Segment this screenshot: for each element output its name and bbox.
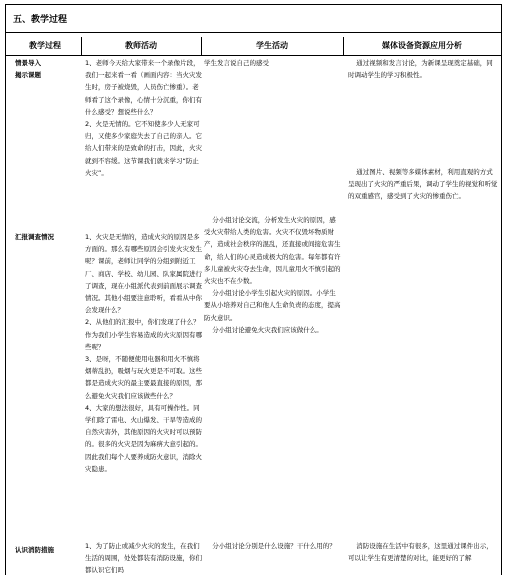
student-activity: 学生发言说自己的感受 bbox=[204, 59, 269, 67]
table-right-border bbox=[501, 4, 502, 575]
teacher-activity: 1、老师今天给大家带来一个录像片段，我们一起来看一看（画面内容：当火灾发生时，房子被烧毁，人员伤亡惨重）。老师看了这个录像，心情十分沉重，你们有什么感受？想说些什么？ 2、火是无情的。它不知使多少人无家可归，又使多少家庭失去了自己的亲人。它给人们带来的是致命的打击，因此，火灾就到不容缓。这节课我们就来学习“防止火灾”。 bbox=[85, 59, 202, 177]
header-bottom-border bbox=[5, 55, 501, 56]
media-analysis: 通过视频和发言讨论，为新课呈现奠定基础，同时调动学生的学习积极性。 bbox=[348, 59, 493, 80]
table-top-border bbox=[5, 4, 501, 5]
student-activity: 分小组讨论分别是什么设施？干什么用的？ bbox=[204, 542, 336, 550]
student-activity: 分小组讨论交流，分析发生火灾的原因，感受火灾带给人类的危害。火灾不仅毁坏物质财产，造成社会秩序的混乱，还直接或间接危害生命，给人们的心灵造成极大的危害。每年都有许多儿童被火灾夺去生命，因儿童用火不慎引起的火灾也不在少数。 分小组讨论小学生引起火灾的原因。小学生要从小培养对自己和他人生命负责的态度，提高防火意识。 分小组讨论避免火灾我们应该做什么。 bbox=[204, 216, 341, 334]
header-media: 媒体设备资源应用分析 bbox=[382, 41, 462, 50]
phase-label: 情景导入 揭示课题 bbox=[15, 59, 41, 80]
header-separator bbox=[81, 37, 82, 55]
section-divider bbox=[5, 32, 501, 33]
section-title: 五、教学过程 bbox=[13, 15, 68, 25]
media-analysis: 通过图片、视频等多媒体素材，利用直观的方式呈现出了火灾的严重后果，调动了学生的视觉和听觉的双重感官，感受到了火灾的惨重伤亡。 bbox=[348, 168, 498, 201]
header-student: 学生活动 bbox=[256, 41, 288, 50]
teacher-activity: 1、火灾是无情的，造成火灾的原因是多方面的。那么有哪些原因会引发火灾发生呢？课前，老师让同学的分组到附近工厂、商店、学校、幼儿园、队家属院进行了调查，现在小组派代表到前面展示调查情况。其他小组要注意聆听，看看从中你会发现什么？ 2、从他们的汇报中，你们发现了什么？作为我们小学生容易造成的火灾原因有哪些呢？ 3、是呀，不随便使用电器和用火不慎将烟蒂乱扔，吸烟与玩火更是不可取。这些都是造成火灾的最主要最直接的原因，那么避免火灾我们应该做些什么？ 4、大家的想法很好，具有可操作性。同学们除了雷电、火山爆发、干旱等造成的自然灾害外，其他原因的火灾时可以预防的。很多的火灾是因为麻痹大意引起的。因此我们每个人要养成防火意识，消除火灾隐患。 bbox=[85, 233, 202, 473]
phase-label: 汇报调查情况 bbox=[15, 233, 54, 241]
teacher-activity: 1、为了防止或减少火灾的发生，在我们生活的周围，处处都装有消防设施，你们都认识它们吗 bbox=[85, 542, 202, 575]
media-analysis: 消防设施在生活中有很多，这里通过课件出示，可以让学生有更清楚的对比，能更好的了解 bbox=[348, 542, 493, 563]
table-left-border bbox=[5, 4, 6, 575]
header-separator bbox=[343, 37, 344, 55]
header-phase: 教学过程 bbox=[29, 41, 61, 50]
phase-label: 认识消防措施 bbox=[15, 546, 54, 554]
document-page bbox=[5, 4, 502, 575]
header-teacher: 教师活动 bbox=[125, 41, 157, 50]
header-separator bbox=[201, 37, 202, 55]
